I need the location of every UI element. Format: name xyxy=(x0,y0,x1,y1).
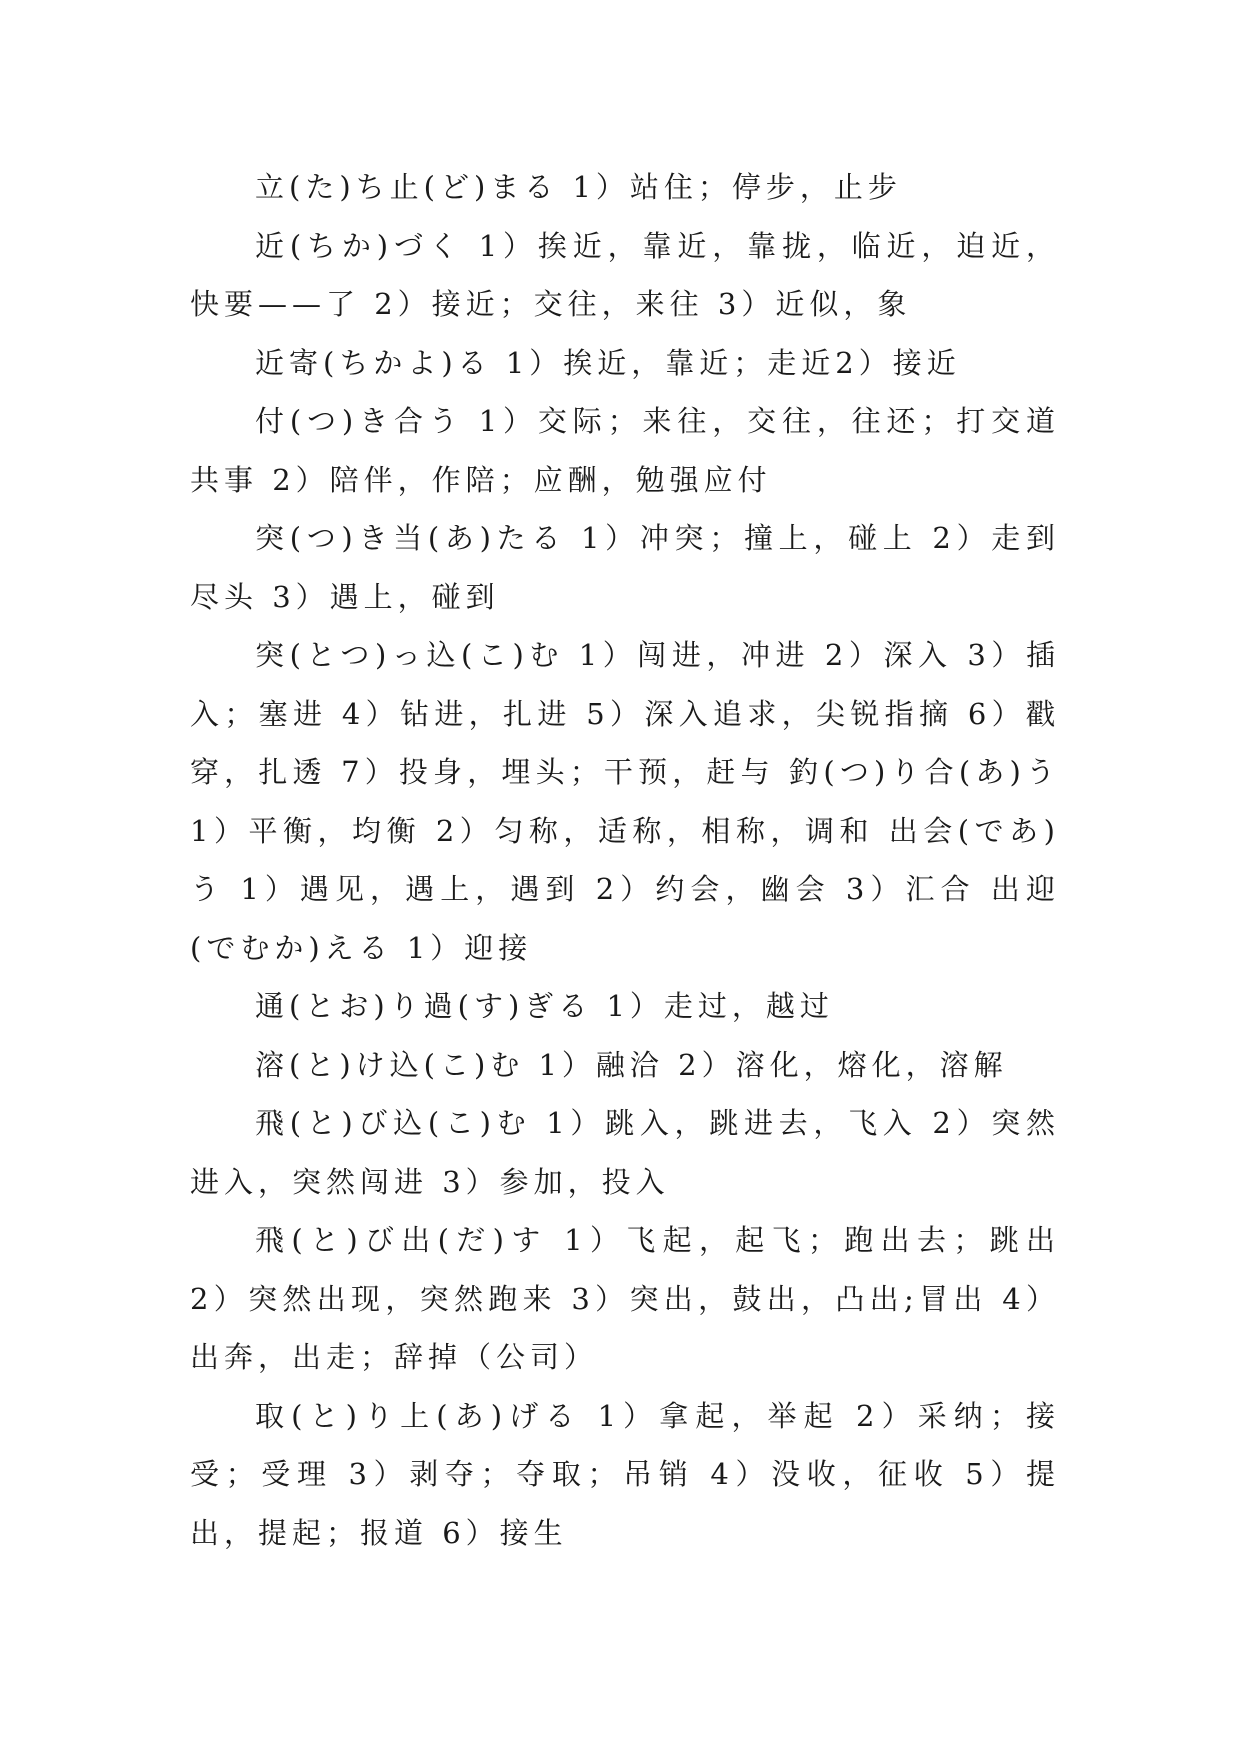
entry-tobikomu: 飛(と)び込(こ)む 1）跳入，跳进去，飞入 2）突然进入，突然闯进 3）参加，投入 xyxy=(190,1106,1060,1199)
document-page xyxy=(190,158,1060,1562)
entry-chikazuku: 近(ちか)づく 1）挨近，靠近，靠拢，临近，迫近，快要——了 2）接近；交往，来往 3）近似，象 xyxy=(190,228,1060,321)
entry-tsukiataru: 突(つ)き当(あ)たる 1）冲突；撞上，碰上 2）走到尽头 3）遇上，碰到 xyxy=(190,521,1060,614)
entry-toriageru: 取(と)り上(あ)げる 1）拿起，举起 2）采纳；接受；受理 3）剥夺；夺取；吊销 4）没收，征收 5）提出，提起；报道 6）接生 xyxy=(190,1398,1060,1550)
entry-toorisugiru: 通(とお)り過(す)ぎる 1）走过，越过 xyxy=(255,989,834,1023)
entry-tokekomu: 溶(と)け込(こ)む 1）融洽 2）溶化，熔化，溶解 xyxy=(255,1047,1008,1082)
entry-tachidomaru: 立(た)ち止(ど)まる 1）站住；停步，止步 xyxy=(255,170,902,204)
entry-tsukiau: 付(つ)き合う 1）交际；来往，交往，往还；打交道共事 2）陪伴，作陪；应酬，勉强应付 xyxy=(190,404,1060,497)
entry-tobidasu: 飛(と)び出(だ)す 1）飞起，起飞；跑出去；跳出 2）突然出现，突然跑来 3）突出，鼓出，凸出;冒出 4）出奔，出走；辞掉（公司） xyxy=(190,1223,1060,1374)
entry-tsukkomu: 突(とつ)っ込(こ)む 1）闯进，冲进 2）深入 3）插入；塞进 4）钻进，扎进 5）深入追求，尖锐指摘 6）戳穿，扎透 7）投身，埋头；干预，赶与 釣(つ)り合(あ)う 1）平衡，均衡 2）匀称，适称，相称，调和 出会(であ)う 1）遇见，遇上，遇到 2）约会，幽会 3）汇合 出迎(でむか)える 1）迎接 xyxy=(190,638,1060,965)
entry-chikayoru: 近寄(ちかよ)る 1）挨近，靠近；走近2）接近 xyxy=(255,345,961,380)
